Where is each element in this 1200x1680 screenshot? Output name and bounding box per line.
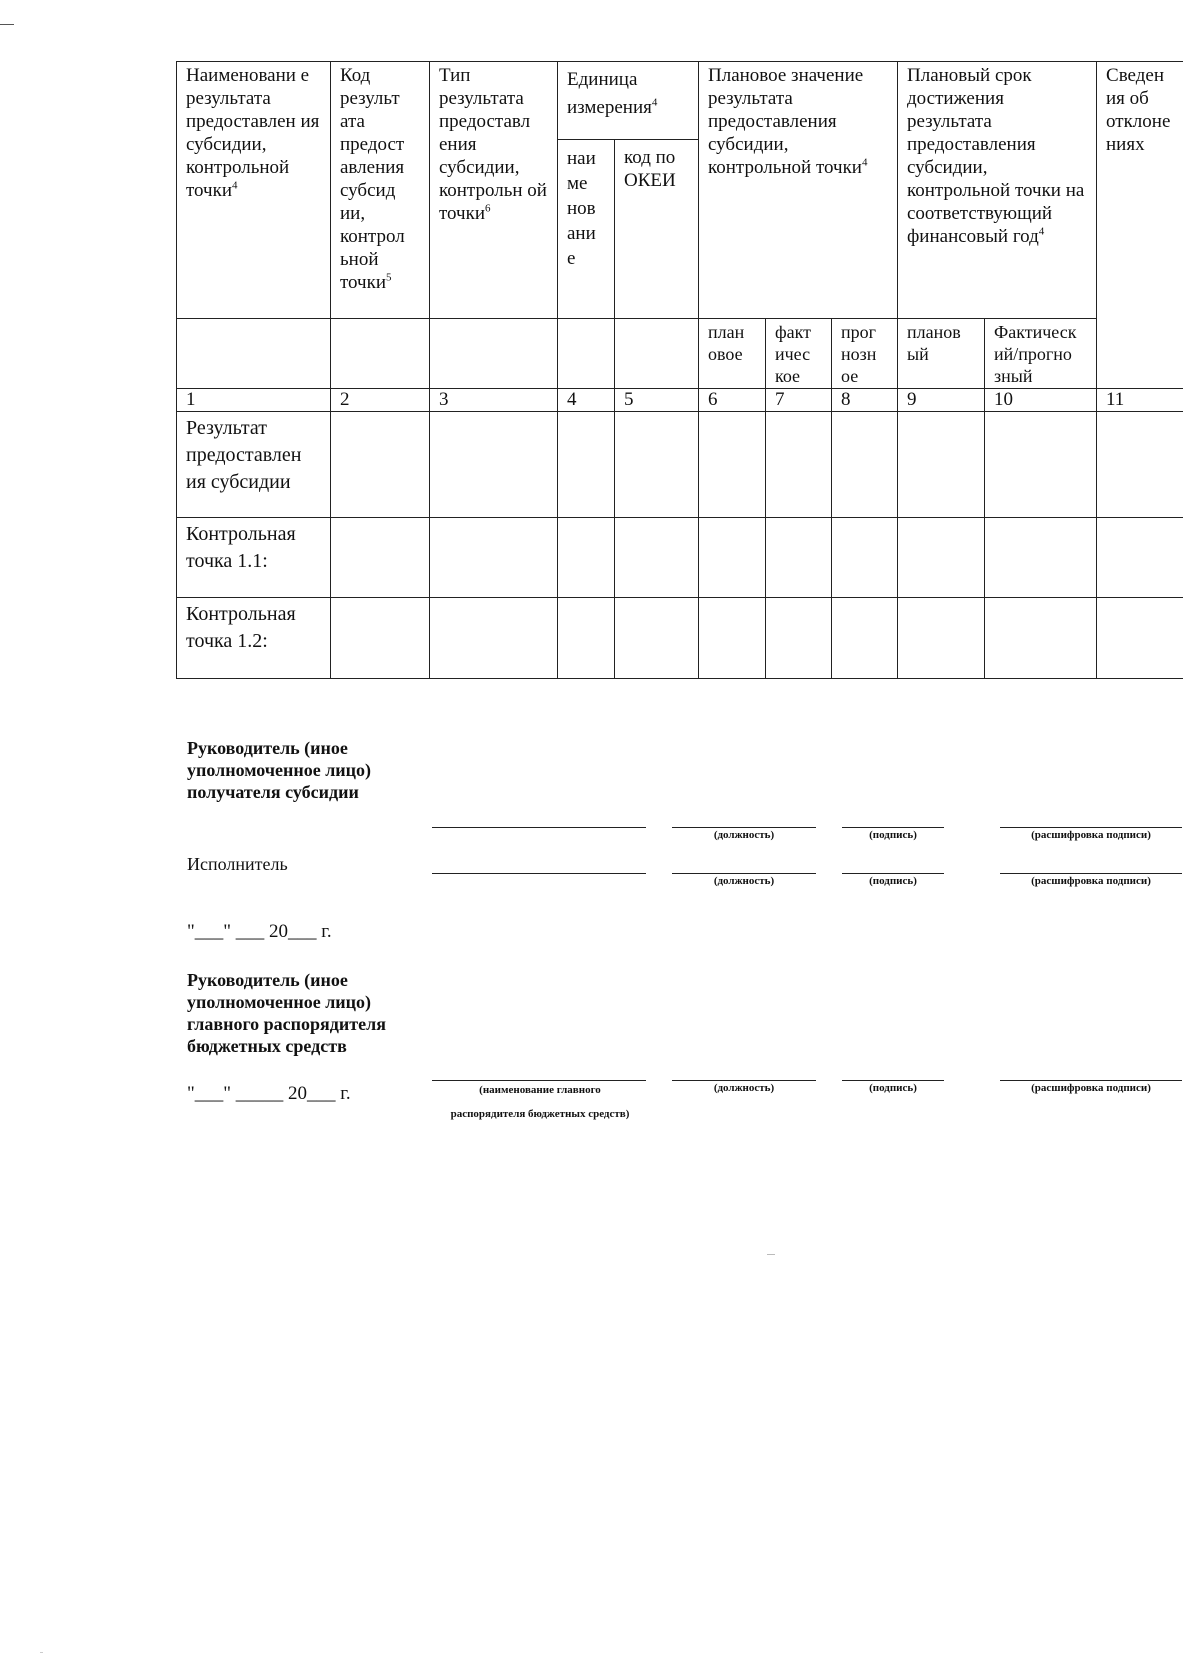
caption-decoding: (расшифровка подписи) [1031,875,1151,887]
results-table [176,61,1183,679]
table-cell[interactable] [331,598,430,679]
signature-line[interactable] [1000,827,1182,828]
table-cell[interactable] [832,412,898,518]
table-cell[interactable] [430,412,558,518]
table-cell[interactable] [615,518,699,598]
scan-mark [767,1254,775,1255]
caption-signature: (подпись) [869,875,917,887]
signature-line[interactable] [842,827,944,828]
scan-mark [40,1652,43,1653]
table-cell[interactable] [1097,598,1183,679]
signature-line[interactable] [432,873,646,874]
column-number: 7 [766,389,832,412]
signature-line[interactable] [842,1080,944,1081]
header-empty-5 [615,319,699,389]
table-cell[interactable] [985,598,1097,679]
column-number: 4 [558,389,615,412]
caption-position: (должность) [713,1082,775,1094]
header-result-name: Наименовани е результата предоставлен ия субсидии, контрольной точки$^4$ [177,62,331,319]
date-line: "___" ___ 20___ г. [187,921,332,942]
caption-position: (должность) [713,829,775,841]
table-cell[interactable] [1097,412,1183,518]
table-cell[interactable] [699,598,766,679]
signature-line[interactable] [1000,873,1182,874]
column-number: 10 [985,389,1097,412]
signature-line[interactable] [1000,1080,1182,1081]
table-row [177,598,1183,679]
signature-line[interactable] [432,827,646,828]
header-deviation: Сведен ия об отклоне ниях [1097,62,1183,389]
table-cell[interactable] [615,412,699,518]
header-result-type: Тип результата предоставл ения субсидии, контрольн ой точки$^6$ [430,62,558,319]
header-unit-code: код по ОКЕИ [615,140,699,319]
header-unit-name: наи ме нов ани е [558,140,615,319]
column-number: 11 [1097,389,1183,412]
header-empty-3 [430,319,558,389]
caption-position: (должность) [713,875,775,887]
table-cell[interactable] [898,518,985,598]
header-plan-planned: план овое [699,319,766,389]
header-term-planned: планов ый [898,319,985,389]
header-row-1 [177,62,1183,140]
header-term-group: Плановый срок достижения результата предоставления субсидии, контрольной точки на соответствующий финансовый год$^4$ [898,62,1097,319]
row-label: Контрольная точка 1.2: [177,598,331,679]
table-cell[interactable] [558,598,615,679]
signature-line[interactable] [672,1080,816,1081]
column-number: 8 [832,389,898,412]
caption-decoding: (расшифровка подписи) [1031,1082,1151,1094]
caption-decoding: (расшифровка подписи) [1031,829,1151,841]
caption-signature: (подпись) [869,829,917,841]
header-row-3 [177,319,1183,389]
row-label: Контрольная точка 1.1: [177,518,331,598]
column-numbers-row [177,389,1183,412]
header-empty-4 [558,319,615,389]
manager-date-line: "___" _____ 20___ г. [187,1083,351,1104]
table-cell[interactable] [615,598,699,679]
table-cell[interactable] [766,598,832,679]
table-cell[interactable] [898,412,985,518]
table-cell[interactable] [1097,518,1183,598]
signature-line[interactable] [842,873,944,874]
table-cell[interactable] [558,518,615,598]
table-cell[interactable] [898,598,985,679]
header-term-actual: Фактическ ий/прогно зный [985,319,1097,389]
column-number: 6 [699,389,766,412]
table-cell[interactable] [985,518,1097,598]
recipient-head-label: Руководитель (иное уполномоченное лицо) получателя субсидии [187,738,372,802]
caption-signature: (подпись) [869,1082,917,1094]
table-cell[interactable] [766,412,832,518]
header-empty-2 [331,319,430,389]
column-number: 3 [430,389,558,412]
table-cell[interactable] [331,412,430,518]
corner-mark [0,24,14,25]
column-number: 5 [615,389,699,412]
signature-line[interactable] [672,827,816,828]
table-cell[interactable] [766,518,832,598]
signature-line[interactable] [672,873,816,874]
header-plan-actual: факт ичес кое [766,319,832,389]
header-plan-forecast: прог нозн ое [832,319,898,389]
table-cell[interactable] [832,598,898,679]
manager-head-label: Руководитель (иное уполномоченное лицо) главного распорядителя бюджетных средств [187,970,386,1056]
table-cell[interactable] [699,518,766,598]
table-row [177,518,1183,598]
table-cell[interactable] [331,518,430,598]
table-cell[interactable] [832,518,898,598]
header-empty-1 [177,319,331,389]
header-plan-group: Плановое значение результата предоставления субсидии, контрольной точки$^4$ [699,62,898,319]
column-number: 1 [177,389,331,412]
executor-label: Исполнитель [187,854,288,874]
table-cell[interactable] [558,412,615,518]
table-cell[interactable] [699,412,766,518]
caption-manager-name: (наименование главного распорядителя бюджетных средств) [450,1084,630,1120]
header-result-code: Код результ ата предост авления субсид ии, контрол ьной точки$^5$ [331,62,430,319]
table-row [177,412,1183,518]
header-unit-group: Единица измерения$^4$ [558,62,699,140]
column-number: 9 [898,389,985,412]
column-number: 2 [331,389,430,412]
row-label: Результат предоставлен ия субсидии [177,412,331,518]
table-cell[interactable] [985,412,1097,518]
table-cell[interactable] [430,518,558,598]
table-cell[interactable] [430,598,558,679]
